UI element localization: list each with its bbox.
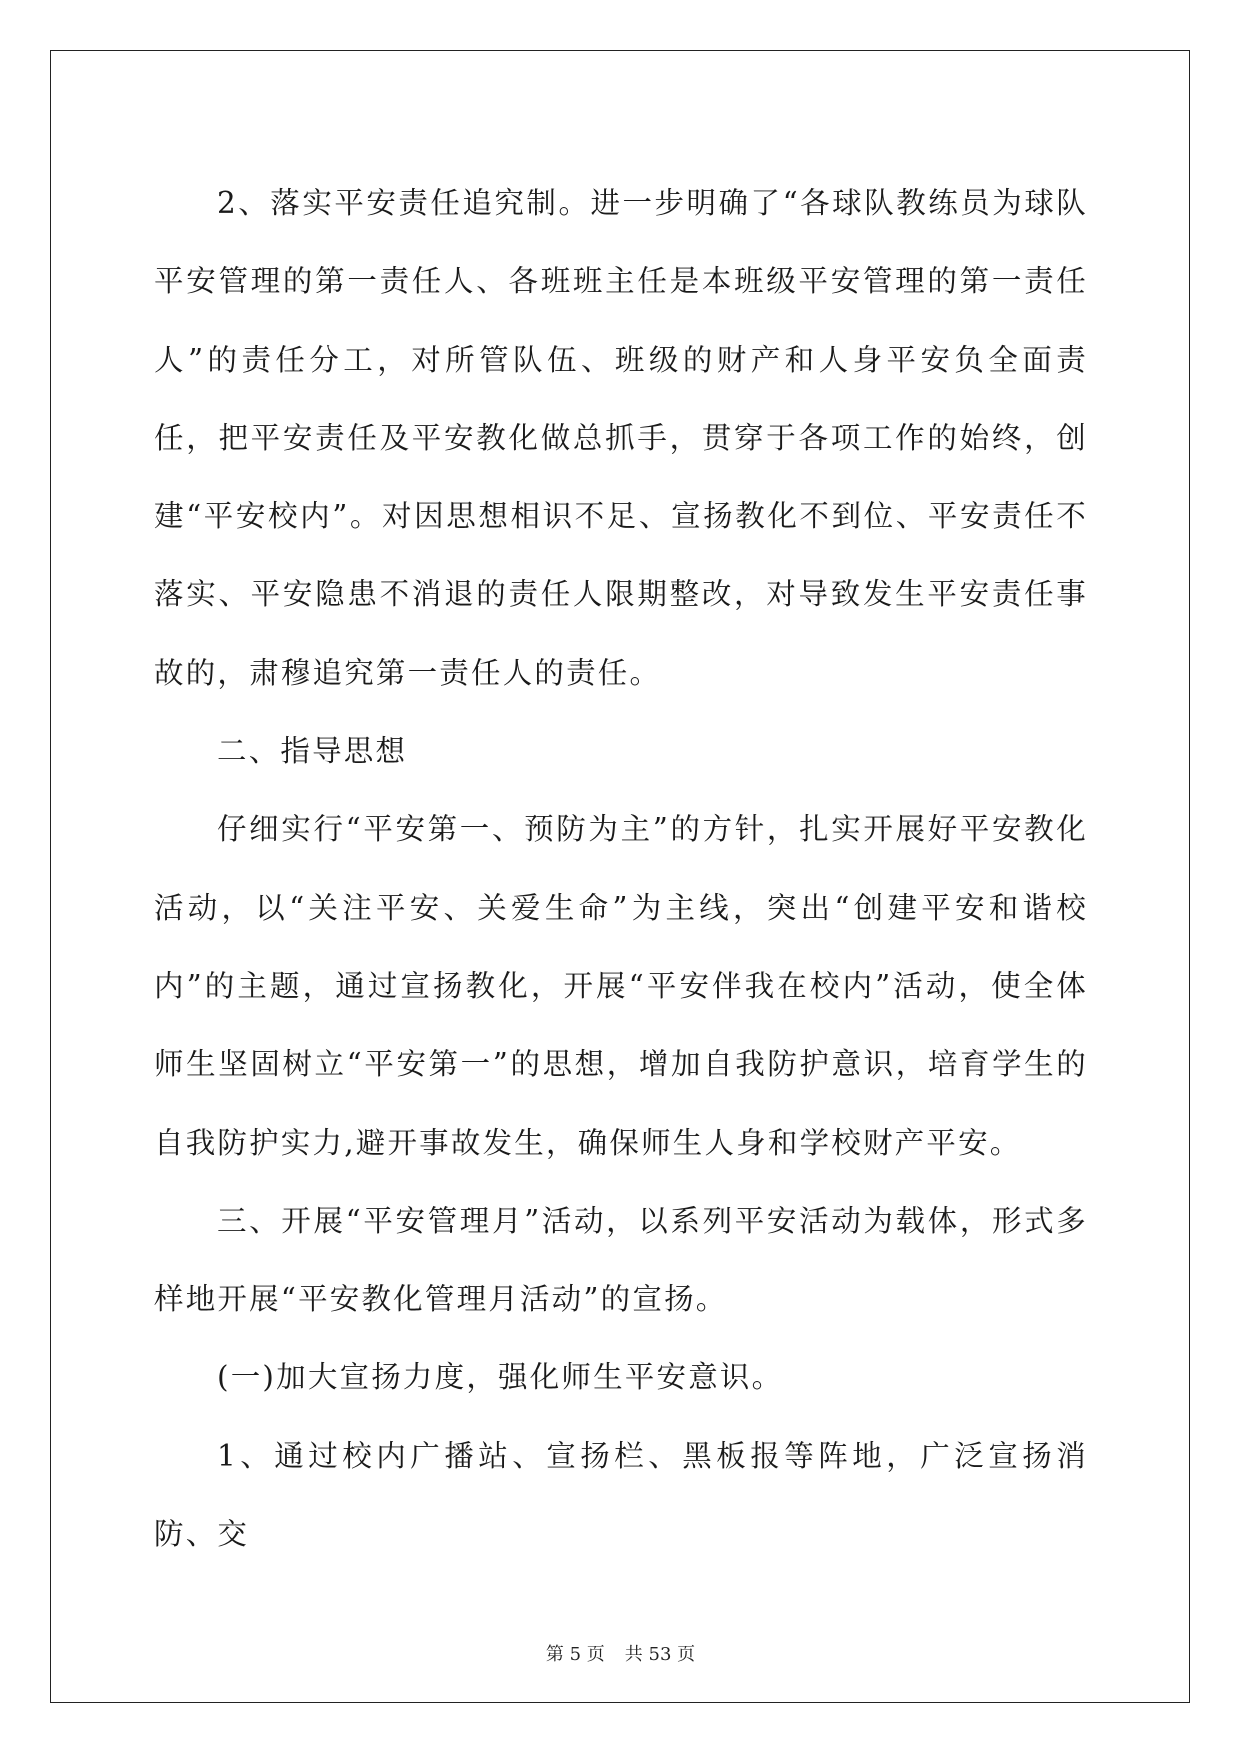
page-total: 共 53 页 [624,1644,696,1665]
paragraph-responsibility: 2、落实平安责任追究制。进一步明确了“各球队教练员为球队平安管理的第一责任人、各班班主任是本班级平安管理的第一责任人”的责任分工，对所管队伍、班级的财产和人身平安负全面责任，把平安责任及平安教化做总抓手，贯穿于各项工作的始终，创建“平安校内”。对因思想相识不足、宣扬教化不到位、平安责任不落实、平安隐患不消退的责任人限期整改，对导致发生平安责任事故的，肃穆追究第一责任人的责任。 [154,186,1088,690]
paragraph-guiding-thought: 仔细实行“平安第一、预防为主”的方针，扎实开展好平安教化活动，以“关注平安、关爱生命”为主线，突出“创建平安和谐校内”的主题，通过宣扬教化，开展“平安伴我在校内”活动，使全体师生坚固树立“平安第一”的思想，增加自我防护意识，培育学生的自我防护实力,避开事故发生，确保师生人身和学校财产平安。 [154,812,1088,1160]
subheading-publicity: (一)加大宣扬力度，强化师生平安意识。 [217,1360,784,1395]
paragraph-publicity-item-1: 1、通过校内广播站、宣扬栏、黑板报等阵地，广泛宣扬消防、交 [154,1438,1088,1552]
page-number: 第 5 页 [545,1644,605,1665]
heading-safety-month: 三、开展“平安管理月”活动，以系列平安活动为载体，形式多样地开展“平安教化管理月活动”的宣扬。 [154,1203,1088,1317]
heading-guiding-thought: 二、指导思想 [217,734,408,769]
page-footer [0,1640,1241,1666]
document-body [154,164,1088,1573]
